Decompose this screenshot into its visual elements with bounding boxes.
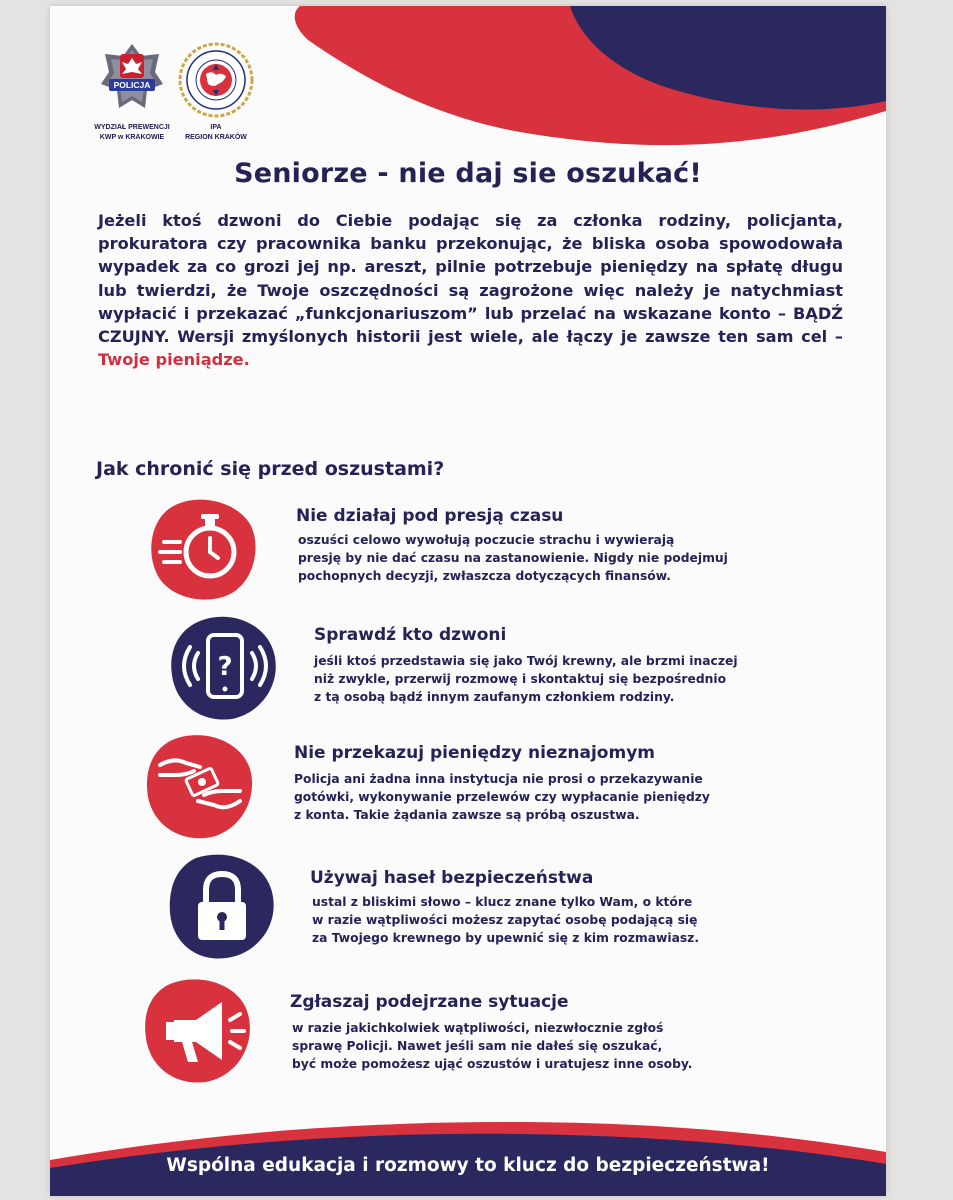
intro-highlight: Twoje pieniądze. (98, 350, 250, 370)
tip-heading: Sprawdź kto dzwoni (314, 625, 507, 645)
policja-caption-line2: KWP w KRAKOWIE (99, 134, 165, 141)
ipa-caption-line1: IPA (210, 124, 222, 131)
tip-heading: Używaj haseł bezpieczeństwa (310, 868, 594, 888)
phone-question-icon (170, 613, 278, 721)
stopwatch-icon (150, 494, 258, 602)
tip-body (314, 653, 738, 706)
policja-caption-line1: WYDZIAŁ PREWENCJI (94, 124, 170, 131)
tip-body (312, 894, 699, 947)
tip-body-line: oszuści celowo wywołują poczucie strachu i wywierają (298, 533, 675, 547)
tip-body-line: presję by nie dać czasu na zastanowienie. Nigdy nie podejmuj (298, 550, 728, 565)
padlock-icon (168, 852, 276, 960)
tip-heading: Zgłaszaj podejrzane sytuacje (290, 992, 569, 1012)
tip-body-line: za Twojego krewnego by upewnić się z kim rozmawiasz. (312, 930, 700, 945)
svg-text:?: ? (217, 652, 233, 682)
tip-body-line: ustal z bliskimi słowo – klucz znane tylko Wam, o które (312, 895, 693, 909)
tip-body (294, 771, 710, 824)
policja-logo (92, 42, 172, 142)
tip-body-line: gotówki, wykonywanie przelewów czy wypłacanie pieniędzy (294, 789, 710, 804)
tip-body-line: sprawę Policji. Nawet jeśli sam nie dałeś się oszukać, (292, 1038, 663, 1053)
tip-body-line: pochopnych decyzji, zwłaszcza dotyczących finansów. (298, 568, 671, 583)
ipa-emblem-icon (178, 42, 254, 118)
footer-slogan: Wspólna edukacja i rozmowy to klucz do bezpieczeństwa! (166, 1155, 770, 1176)
tip-body-line: niż zwykle, przerwij rozmowę i skontaktuj się bezpośrednio (314, 671, 727, 686)
tip-body-line: jeśli ktoś przedstawia się jako Twój krewny, ale brzmi inaczej (314, 654, 738, 668)
tip-body-line: w razie wątpliwości możesz zapytać osobę podającą się (312, 912, 698, 927)
ipa-caption-line2: REGION KRAKÓW (185, 134, 247, 141)
tip-body-line: z tą osobą bądź innym zaufanym członkiem rodziny. (314, 689, 675, 704)
tip-body (298, 532, 728, 585)
tip-body-line: Policja ani żadna inna instytucja nie prosi o przekazywanie (294, 772, 703, 786)
tip-body-line: w razie jakichkolwiek wątpliwości, niezwłocznie zgłoś (292, 1021, 664, 1035)
police-star-badge-icon (101, 42, 163, 118)
money-handover-icon (146, 731, 254, 839)
leaflet-sheet (50, 6, 886, 1196)
tip-heading: Nie działaj pod presją czasu (296, 506, 564, 526)
tip-body-line: z konta. Takie żądania zawsze są próbą oszustwa. (294, 807, 640, 822)
intro-paragraph (98, 209, 843, 371)
policja-badge-text: POLICJA (113, 80, 151, 90)
section-title: Jak chronić się przed oszustami? (96, 458, 445, 480)
page-title: Seniorze - nie daj sie oszukać! (234, 158, 702, 189)
intro-text: Jeżeli ktoś dzwoni do Ciebie podając się za członka rodziny, policjanta, prokuratora czy pracownika banku przekonując, że bliska osoba spowodowała wypadek za co grozi jej np. areszt, pilnie potrzebuje pieniędzy na spłatę długu lub twierdzi, że Twoje oszczędności są zagrożone więc należy je natychmiast wypłacić i przekazać „funkcjonariuszom” lub przelać na wskazane konto – BĄDŹ CZUJNY. Wersji zmyślonych historii jest wiele, ale łączy je zawsze ten sam cel – (98, 211, 843, 347)
ipa-logo (174, 42, 258, 142)
tip-heading: Nie przekazuj pieniędzy nieznajomym (294, 743, 655, 763)
tip-body-line: być może pomożesz ująć oszustów i uratujesz inne osoby. (292, 1056, 693, 1071)
